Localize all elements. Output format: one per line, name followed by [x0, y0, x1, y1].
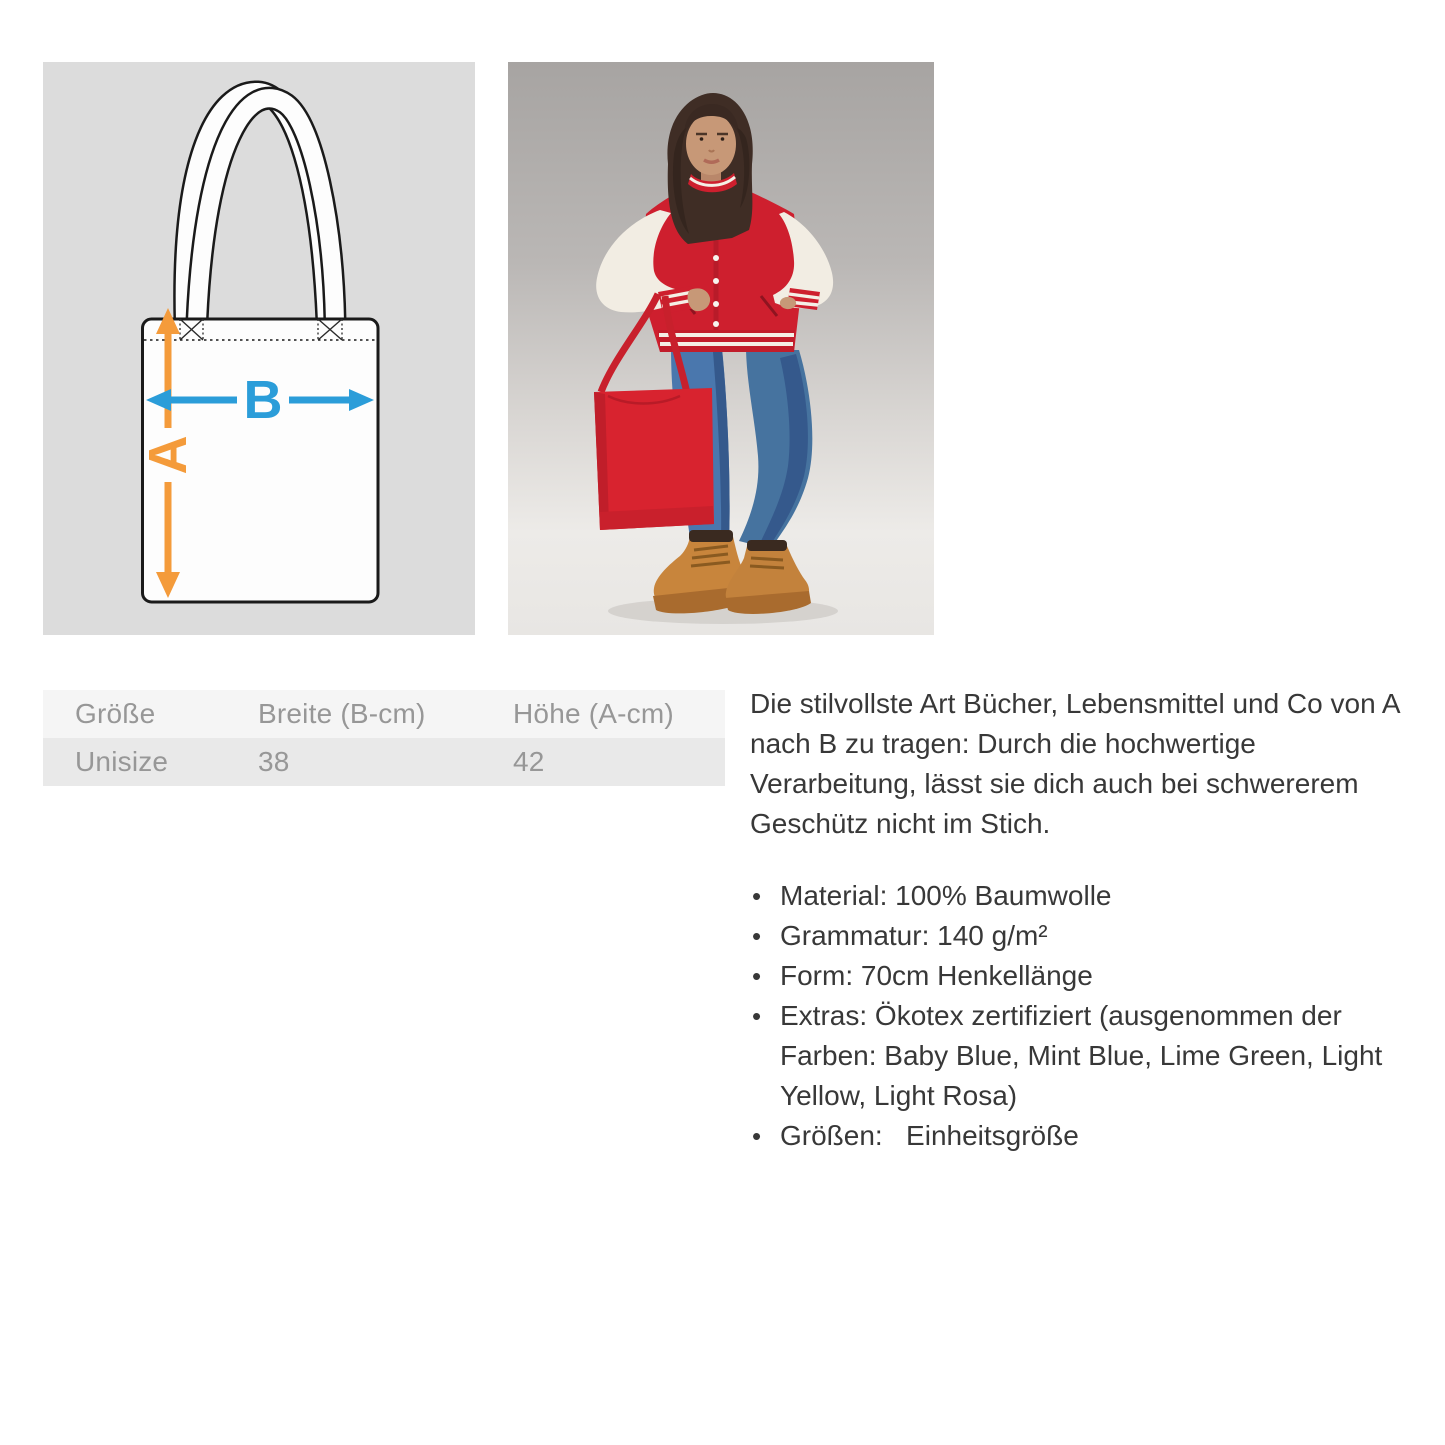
- size-diagram-image[interactable]: [43, 62, 475, 635]
- size-table-header-row: [43, 690, 725, 738]
- bullet-icon: •: [752, 961, 762, 991]
- col-header-height: Höhe (A-cm): [513, 698, 674, 729]
- col-header-size: Größe: [75, 698, 156, 729]
- bullet-icon: •: [752, 1121, 762, 1151]
- attribute-extras: • Extras: Ökotex zertifiziert (ausgenommen der Farben: Baby Blue, Mint Blue, Lime Green, Light Yellow, Light Rosa): [750, 996, 1412, 1116]
- description-paragraph: Die stilvollste Art Bücher, Lebensmittel und Co von A nach B zu tragen: Durch die hochwertige Verarbeitung, lässt sie dich auch bei schwererem Geschütz nicht im Stich.: [750, 688, 1400, 839]
- col-header-width: Breite (B-cm): [258, 698, 426, 729]
- tote-bag-measurement-diagram: [43, 62, 475, 635]
- bullet-icon: •: [752, 881, 762, 911]
- cell-size: Unisize: [75, 746, 169, 777]
- product-description: [750, 684, 1412, 1156]
- tote-handles: [185, 92, 335, 321]
- left-hand: [780, 297, 796, 309]
- model-head: [667, 93, 752, 244]
- bullet-icon: •: [752, 921, 762, 951]
- attribute-material: • Material: 100% Baumwolle: [750, 876, 1412, 916]
- model-photo-illustration: [508, 62, 934, 635]
- bullet-icon: •: [752, 1001, 762, 1031]
- cell-width: 38: [258, 746, 290, 777]
- attribute-grammatur: • Grammatur: 140 g/m²: [750, 916, 1412, 956]
- cell-height: 42: [513, 746, 545, 777]
- measure-label-a: A: [138, 435, 198, 475]
- attribute-groessen: • Größen: Einheitsgröße: [750, 1116, 1412, 1156]
- product-attributes-list: [750, 876, 1412, 1156]
- size-table-row: [43, 738, 725, 786]
- attribute-form: • Form: 70cm Henkellänge: [750, 956, 1412, 996]
- measure-label-b: B: [243, 370, 283, 430]
- product-photo-image[interactable]: [508, 62, 934, 635]
- size-table: [43, 690, 725, 786]
